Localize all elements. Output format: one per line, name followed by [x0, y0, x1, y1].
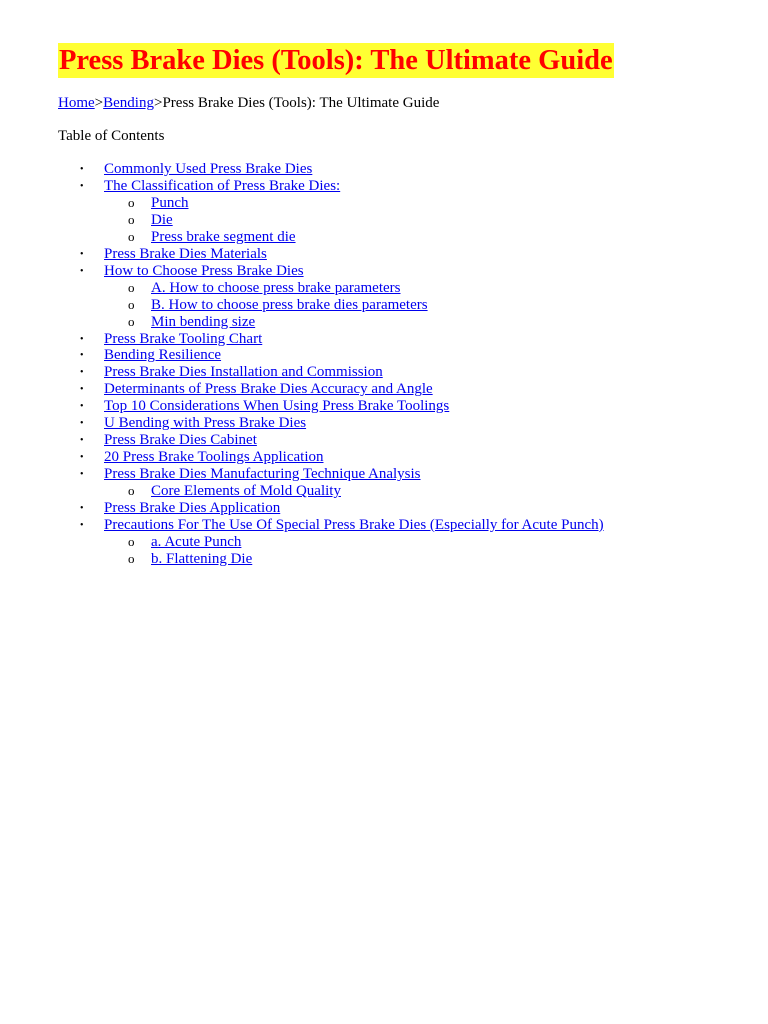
toc-subitem	[58, 551, 758, 568]
toc-link[interactable]: How to Choose Press Brake Dies	[104, 262, 304, 279]
bullet-disc-icon: •	[80, 333, 84, 345]
toc-item	[58, 178, 758, 195]
bullet-circle-icon: o	[128, 194, 135, 210]
breadcrumb-separator: >	[94, 95, 104, 111]
page-title: Press Brake Dies (Tools): The Ultimate Guide	[59, 45, 613, 76]
toc-subitem	[58, 297, 758, 314]
toc-link[interactable]: a. Acute Punch	[151, 533, 242, 550]
toc-subitem	[58, 212, 758, 229]
breadcrumb-bending-link[interactable]: Bending	[103, 95, 154, 111]
toc-link[interactable]: Bending Resilience	[104, 347, 222, 364]
toc-item	[58, 432, 758, 449]
page-title-wrapper	[58, 43, 614, 78]
bullet-disc-icon: •	[80, 452, 84, 464]
toc-item	[58, 500, 758, 517]
bullet-disc-icon: •	[80, 401, 84, 413]
bullet-disc-icon: •	[80, 248, 84, 260]
toc-list	[58, 161, 758, 568]
toc-item	[58, 331, 758, 348]
toc-item	[58, 398, 758, 415]
breadcrumb-home-link[interactable]: Home	[58, 95, 95, 111]
toc-subitem	[58, 195, 758, 212]
breadcrumb-separator: >	[153, 95, 163, 111]
toc-link[interactable]: Min bending size	[151, 313, 256, 330]
bullet-circle-icon: o	[128, 550, 135, 566]
toc-link[interactable]: Press Brake Dies Application	[104, 500, 281, 517]
toc-item	[58, 466, 758, 483]
bullet-disc-icon: •	[80, 384, 84, 396]
toc-link[interactable]: B. How to choose press brake dies parameters	[151, 296, 428, 313]
toc-link[interactable]: Press Brake Dies Installation and Commission	[104, 364, 383, 381]
toc-link[interactable]: Die	[151, 211, 173, 228]
bullet-disc-icon: •	[80, 418, 84, 430]
toc-item	[58, 517, 758, 534]
toc-item	[58, 161, 758, 178]
toc-link[interactable]: Press Brake Dies Cabinet	[104, 432, 257, 449]
bullet-circle-icon: o	[128, 211, 135, 227]
toc-subitem	[58, 483, 758, 500]
bullet-disc-icon: •	[80, 367, 84, 379]
toc-heading: Table of Contents	[58, 128, 165, 144]
bullet-disc-icon: •	[80, 503, 84, 515]
toc-link[interactable]: The Classification of Press Brake Dies:	[104, 177, 341, 194]
toc-item	[58, 263, 758, 280]
toc-subitem	[58, 314, 758, 331]
toc-link[interactable]: Precautions For The Use Of Special Press Brake Dies (Especially for Acute Punch)	[104, 517, 604, 534]
toc-link[interactable]: Press brake segment die	[151, 228, 296, 245]
toc-item	[58, 415, 758, 432]
bullet-disc-icon: •	[80, 180, 84, 192]
toc-link[interactable]: 20 Press Brake Toolings Application	[104, 449, 324, 466]
toc-link[interactable]: Press Brake Dies Materials	[104, 245, 267, 262]
toc-link[interactable]: Top 10 Considerations When Using Press Brake Toolings	[104, 398, 450, 415]
bullet-circle-icon: o	[128, 296, 135, 312]
toc-item	[58, 364, 758, 381]
toc-link[interactable]: Core Elements of Mold Quality	[151, 483, 341, 500]
bullet-disc-icon: •	[80, 350, 84, 362]
toc-item	[58, 449, 758, 466]
table-of-contents	[58, 161, 758, 568]
bullet-disc-icon: •	[80, 435, 84, 447]
toc-link[interactable]: b. Flattening Die	[151, 550, 253, 567]
bullet-circle-icon: o	[128, 533, 135, 549]
toc-subitem	[58, 229, 758, 246]
bullet-disc-icon: •	[80, 265, 84, 277]
toc-link[interactable]: Press Brake Tooling Chart	[104, 330, 263, 347]
toc-link[interactable]: Determinants of Press Brake Dies Accuracy and Angle	[104, 381, 433, 398]
toc-link[interactable]: Punch	[151, 194, 189, 211]
toc-item	[58, 381, 758, 398]
bullet-circle-icon: o	[128, 483, 135, 499]
toc-subitem	[58, 534, 758, 551]
bullet-disc-icon: •	[80, 520, 84, 532]
breadcrumb	[58, 94, 439, 112]
toc-subitem	[58, 280, 758, 297]
bullet-circle-icon: o	[128, 313, 135, 329]
toc-item	[58, 246, 758, 263]
toc-link[interactable]: A. How to choose press brake parameters	[151, 279, 401, 296]
breadcrumb-current: Press Brake Dies (Tools): The Ultimate Guide	[162, 95, 440, 111]
toc-link[interactable]: Commonly Used Press Brake Dies	[104, 161, 313, 177]
toc-item	[58, 347, 758, 364]
bullet-circle-icon: o	[128, 228, 135, 244]
bullet-circle-icon: o	[128, 279, 135, 295]
toc-link[interactable]: U Bending with Press Brake Dies	[104, 415, 307, 432]
toc-link[interactable]: Press Brake Dies Manufacturing Technique Analysis	[104, 466, 421, 483]
bullet-disc-icon: •	[80, 469, 84, 481]
bullet-disc-icon: •	[80, 164, 84, 175]
